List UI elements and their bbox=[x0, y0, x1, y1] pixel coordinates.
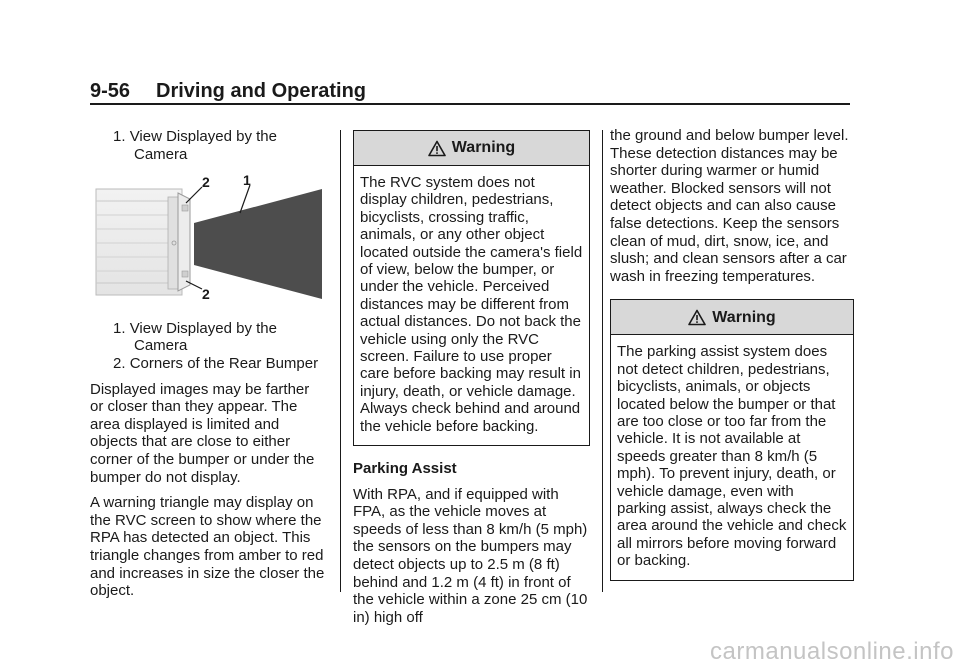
figure-caption-1 bbox=[90, 320, 326, 355]
callout-1: 1 bbox=[243, 172, 251, 189]
column-divider-left bbox=[340, 130, 341, 592]
caption-text: View Displayed by the Camera bbox=[129, 128, 277, 163]
warning-header bbox=[611, 300, 853, 335]
section-heading-parking-assist: Parking Assist bbox=[353, 460, 457, 478]
caption-text: View Displayed by the Camera bbox=[129, 319, 277, 355]
rear-camera-view-figure bbox=[90, 171, 326, 301]
warning-body: The parking assist system does not detect children, pedestrians, bicyclists, animals, or objects located below the bumper or that are too close or too far from the vehicle. It is not available at speeds greater than 8 km/h (5 mph). To prevent injury, death, or vehicle damage, even with parking assist, always check the area around the vehicle and check all mirrors before moving forward or backing. bbox=[617, 343, 847, 570]
warning-box-rvc bbox=[353, 130, 590, 446]
warning-box-parking-assist bbox=[610, 299, 854, 580]
column-middle bbox=[353, 130, 590, 634]
figure-caption-2 bbox=[90, 355, 326, 373]
callout-2-top: 2 bbox=[202, 174, 210, 191]
header-rule bbox=[90, 103, 850, 105]
paragraph-parking-assist: With RPA, and if equipped with FPA, as the vehicle moves at speeds of less than 8 km/h (5 mph) the sensors on the bumpers may detect objects up to 2.5 m (8 ft) behind and 1.2 m (4 ft) in front of the vehicle within a zone 25 cm (10 in) high off bbox=[353, 485, 588, 626]
paragraph-displayed-images: Displayed images may be farther or closer than they appear. The area displayed is limited and objects that are close to either corner of the bumper or under the bumper do not display. bbox=[90, 380, 315, 486]
truck-rear-illustration bbox=[96, 189, 190, 295]
caption-number: 2. bbox=[113, 354, 126, 372]
watermark: carmanualsonline.info bbox=[710, 638, 954, 665]
page-number: 9-56 bbox=[90, 80, 131, 102]
column-divider-right bbox=[602, 130, 603, 592]
paragraph-detection-distances: the ground and below bumper level. These detection distances may be shorter during warmer or humid weather. Blocked sensors will not detect objects and can also cause false detections. Keep the sensors clean of mud, dirt, snow, ice, and slush; and clean sensors after a car wash in freezing temperatures. bbox=[610, 127, 849, 285]
caption-number: 1. bbox=[113, 319, 126, 337]
callout-2-bottom: 2 bbox=[202, 286, 210, 302]
warning-title: Warning bbox=[712, 308, 776, 326]
section-title: Driving and Operating bbox=[156, 80, 367, 102]
warning-triangle-icon bbox=[688, 309, 706, 326]
column-right bbox=[610, 127, 854, 581]
paragraph-warning-triangle: A warning triangle may display on the RVC screen to show where the RPA has detected an object. This triangle changes from amber to red and increases in size the closer the object. bbox=[90, 494, 325, 600]
figure-caption-top bbox=[90, 128, 326, 163]
warning-triangle-icon bbox=[428, 140, 446, 157]
camera-view-area bbox=[194, 189, 322, 302]
warning-body: The RVC system does not display children, pedestrians, bicyclists, crossing traffic, animals, or any other object located outside the camera's field of view, below the bumper, or under the vehicle. Perceived distances may be different from actual distances. Do not back the vehicle using only the RVC screen. Failure to use proper care before backing may result in injury, death, or vehicle damage. Always check behind and around the vehicle before backing. bbox=[360, 174, 583, 435]
warning-header bbox=[354, 131, 589, 166]
warning-title: Warning bbox=[451, 139, 516, 157]
caption-number: 1. bbox=[113, 128, 126, 145]
caption-text: Corners of the Rear Bumper bbox=[129, 354, 319, 372]
column-left bbox=[90, 128, 326, 608]
page-header bbox=[90, 80, 366, 103]
